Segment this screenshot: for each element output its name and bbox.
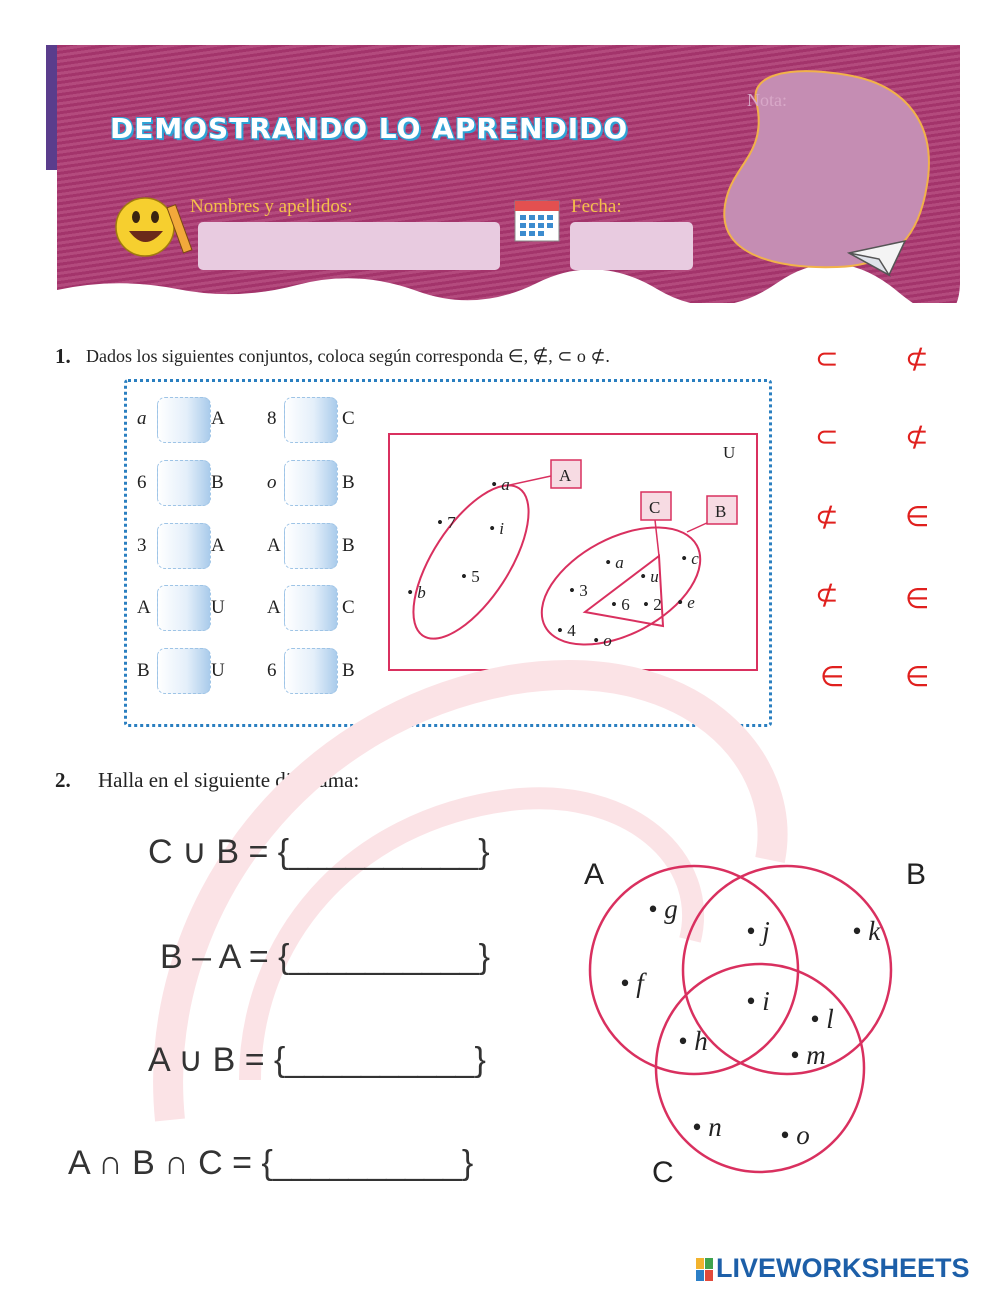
row-3-right-element: A — [267, 535, 281, 556]
equation-a-union-b[interactable]: A ∪ B = {__________} — [148, 1041, 486, 1079]
row-5-left-element: B — [137, 660, 150, 681]
venn-point-m: • m — [790, 1040, 826, 1070]
row-1-right-set: C — [342, 408, 355, 429]
point-5-in-a: • 5 — [461, 567, 480, 586]
row-2-right-set: B — [342, 472, 355, 493]
venn-label-a: A — [584, 858, 605, 891]
row-2-right-element: o — [267, 472, 277, 493]
row-1-left-set: A — [211, 408, 225, 429]
answer-1a[interactable]: ⊂ — [815, 342, 839, 375]
equation-c-union-b[interactable]: C ∪ B = {__________} — [148, 833, 490, 871]
venn-point-l: • l — [810, 1004, 834, 1034]
answer-4b[interactable]: ∈ — [905, 582, 930, 615]
venn-diagram — [580, 840, 940, 1200]
row-1-left-element: a — [137, 408, 147, 429]
point-e-in-b: • e — [677, 593, 695, 612]
question-1-text: Dados los siguientes conjuntos, coloca según corresponda ∈, ∉, ⊂ o ⊄. — [86, 346, 610, 366]
row-1-right-slot[interactable] — [284, 397, 338, 443]
equation-a-intersect-b-intersect-c[interactable]: A ∩ B ∩ C = {__________} — [68, 1144, 474, 1182]
venn-point-g: • g — [648, 894, 678, 924]
answer-3a[interactable]: ⊄ — [815, 500, 839, 533]
point-7-in-a: • 7 — [437, 513, 456, 532]
row-1-left-slot[interactable] — [157, 397, 211, 443]
row-4-right-set: C — [342, 597, 355, 618]
venn-point-n: • n — [692, 1112, 722, 1142]
calendar-icon — [515, 201, 559, 241]
venn-point-j: • j — [746, 916, 770, 946]
row-1-right-element: 8 — [267, 408, 277, 429]
answer-5a[interactable]: ∈ — [820, 660, 845, 693]
set-b-pointer — [687, 522, 709, 532]
point-a-in-b: • a — [605, 553, 624, 572]
venn-point-i: • i — [746, 986, 770, 1016]
date-input[interactable] — [570, 222, 693, 270]
row-3-right-set: B — [342, 535, 355, 556]
set-a-pointer — [505, 476, 551, 486]
venn-point-f: • f — [620, 968, 644, 998]
point-a-in-a: • a — [491, 475, 510, 494]
row-4-left-element: A — [137, 597, 151, 618]
point-i-in-a: • i — [489, 519, 504, 538]
liveworksheets-brand: LIVEWORKSHEETS — [716, 1253, 970, 1283]
name-input[interactable] — [198, 222, 500, 270]
answer-1b[interactable]: ⊄ — [905, 342, 929, 375]
row-4-right-element: A — [267, 597, 281, 618]
universe-label: U — [723, 443, 736, 462]
name-label: Nombres y apellidos: — [190, 196, 353, 217]
answer-3b[interactable]: ∈ — [905, 500, 930, 533]
row-2-left-slot[interactable] — [157, 460, 211, 506]
venn-point-k: • k — [852, 916, 881, 946]
answer-2a[interactable]: ⊂ — [815, 420, 839, 453]
venn-point-o: • o — [780, 1120, 810, 1150]
point-2-in-b: • 2 — [643, 595, 662, 614]
question-2-number: 2. — [55, 768, 71, 792]
point-b-in-a: • b — [407, 583, 426, 602]
row-3-left-set: A — [211, 535, 225, 556]
banner-tab — [46, 45, 57, 170]
answer-5b[interactable]: ∈ — [905, 660, 930, 693]
point-6-in-b: • 6 — [611, 595, 630, 614]
question-1-number: 1. — [55, 344, 71, 368]
row-2-left-element: 6 — [137, 472, 147, 493]
point-c-in-b: • c — [681, 549, 699, 568]
banner-decoration — [57, 45, 960, 303]
set-b-label: B — [715, 502, 727, 521]
answer-2b[interactable]: ⊄ — [905, 420, 929, 453]
point-3-in-b: • 3 — [569, 581, 588, 600]
date-label: Fecha: — [571, 196, 622, 217]
point-4-in-b: • 4 — [557, 621, 576, 640]
set-a-label: A — [559, 466, 572, 485]
venn-point-h: • h — [678, 1026, 708, 1056]
liveworksheets-logo-icon — [696, 1258, 714, 1282]
row-4-left-set: U — [211, 597, 225, 618]
row-2-right-slot[interactable] — [284, 460, 338, 506]
worksheet-title: DEMOSTRANDO LO APRENDIDO — [110, 112, 629, 145]
header-banner — [57, 45, 960, 303]
answer-4a[interactable]: ⊄ — [815, 578, 839, 611]
grade-label: Nota: — [747, 90, 787, 110]
question-2-text: Halla en el siguiente diagrama: — [98, 768, 360, 792]
row-5-left-set: U — [211, 660, 225, 681]
set-c-label: C — [649, 498, 661, 517]
row-3-left-element: 3 — [137, 535, 147, 556]
venn-label-b: B — [906, 858, 927, 891]
venn-label-c: C — [652, 1156, 674, 1189]
smiley-pencil-icon — [116, 198, 192, 256]
row-2-left-set: B — [211, 472, 224, 493]
point-o-in-b: • o — [593, 631, 612, 650]
row-5-right-set: B — [342, 660, 355, 681]
point-u-in-b: • u — [640, 567, 659, 586]
equation-b-minus-a[interactable]: B – A = {__________} — [160, 938, 490, 976]
set-c-pointer — [655, 520, 659, 556]
row-5-right-element: 6 — [267, 660, 277, 681]
